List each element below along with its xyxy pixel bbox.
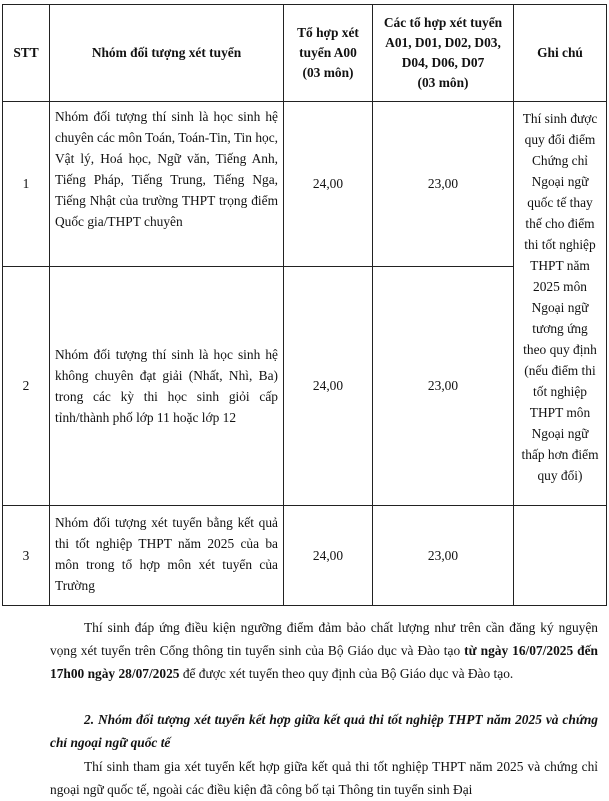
header-group: Nhóm đối tượng xét tuyển: [50, 5, 284, 102]
row-stt: 2: [3, 267, 50, 506]
registration-paragraph: [50, 616, 598, 685]
row-group: Nhóm đối tượng xét tuyển bằng kết quả thi tốt nghiệp THPT năm 2025 của ba môn trong tổ hợp môn xét tuyển của Trường: [50, 506, 284, 606]
row-score-others: 23,00: [373, 102, 514, 267]
section-heading-text: 2. Nhóm đối tượng xét tuyển kết hợp giữa kết quả thi tốt nghiệp THPT năm 2025 và chứng chỉ ngoại ngữ quốc tế: [50, 712, 598, 750]
note-line: Ngoại ngữ: [531, 300, 589, 315]
registration-text-end: để được xét tuyển theo quy định của Bộ Giáo dục và Đào tạo.: [179, 666, 514, 681]
header-other-line: (03 môn): [417, 75, 469, 90]
note-line: THPT môn: [529, 405, 591, 420]
row-group: Nhóm đối tượng thí sinh là học sinh hệ chuyên các môn Toán, Toán-Tin, Tin học, Vật lý, Hoá học, Ngữ văn, Tiếng Anh, Tiếng Pháp, Tiếng Trung, Tiếng Nga, Tiếng Nhật của trường THPT trọng điểm Quốc gia/THPT chuyên: [50, 102, 284, 267]
header-other-line: D04, D06, D07: [401, 55, 485, 70]
section-paragraph: [50, 755, 598, 801]
note-line: thấp hơn điểm: [521, 447, 599, 462]
row-score-a00: 24,00: [284, 506, 373, 606]
note-line: 2025 môn: [533, 279, 587, 294]
row-score-a00: 24,00: [284, 102, 373, 267]
header-a00-line: tuyển A00: [299, 45, 357, 60]
section-paragraph-text: Thí sinh tham gia xét tuyển kết hợp giữa kết quả thi tốt nghiệp THPT năm 2025 và chứng chỉ ngoại ngữ quốc tế, ngoài các điều kiện đã công bố tại Thông tin tuyển sinh Đại: [50, 759, 598, 797]
header-other-combos: [373, 5, 514, 102]
row-score-a00: 24,00: [284, 267, 373, 506]
row-group: Nhóm đối tượng thí sinh là học sinh hệ không chuyên đạt giải (Nhất, Nhì, Ba) trong các kỳ thi học sinh giỏi cấp tỉnh/thành phố lớp 11 hoặc lớp 12: [50, 267, 284, 506]
admission-threshold-table: [2, 4, 607, 606]
header-a00: [284, 5, 373, 102]
note-line: Thí sinh được: [522, 111, 598, 126]
table-row: [3, 506, 607, 606]
note-line: quy đổi): [537, 468, 583, 483]
registration-deadline: từ ngày 16/07/2025 đến 17h00 ngày 28/07/2025: [50, 643, 598, 681]
row-score-others: 23,00: [373, 267, 514, 506]
note-line: tương ứng: [532, 321, 588, 336]
note-line: Chứng chỉ: [532, 153, 588, 168]
section-heading: [50, 708, 598, 754]
note-line: (nếu điểm thi: [524, 363, 596, 378]
row-note-empty: [514, 506, 607, 606]
note-line: tốt nghiệp: [533, 384, 587, 399]
note-line: thi tốt nghiệp: [524, 237, 596, 252]
header-other-line: A01, D01, D02, D03,: [385, 35, 501, 50]
note-line: Ngoại ngữ: [531, 426, 589, 441]
note-line: quy đổi điểm: [524, 132, 596, 147]
row-stt: 1: [3, 102, 50, 267]
header-a00-line: Tổ hợp xét: [297, 25, 359, 40]
header-other-line: Các tổ hợp xét tuyển: [383, 15, 503, 30]
note-line: quốc tế thay: [527, 195, 593, 210]
note-line: thế cho điểm: [525, 216, 595, 231]
note-line: theo quy định: [523, 342, 597, 357]
header-a00-line: (03 môn): [302, 65, 354, 80]
row-score-others: 23,00: [373, 506, 514, 606]
table-row: [3, 102, 607, 267]
table-header-row: [3, 5, 607, 102]
note-line: Ngoại ngữ: [531, 174, 589, 189]
header-stt: STT: [3, 5, 50, 102]
note-cell: [514, 102, 607, 506]
row-stt: 3: [3, 506, 50, 606]
header-note: Ghi chú: [514, 5, 607, 102]
registration-text: Thí sinh đáp ứng điều kiện ngưỡng điểm đảm bảo chất lượng như trên cần đăng ký nguyện vọng xét tuyển trên Cổng thông tin tuyển sinh của Bộ Giáo dục và Đào tạo: [50, 620, 598, 658]
note-line: THPT năm: [530, 258, 590, 273]
